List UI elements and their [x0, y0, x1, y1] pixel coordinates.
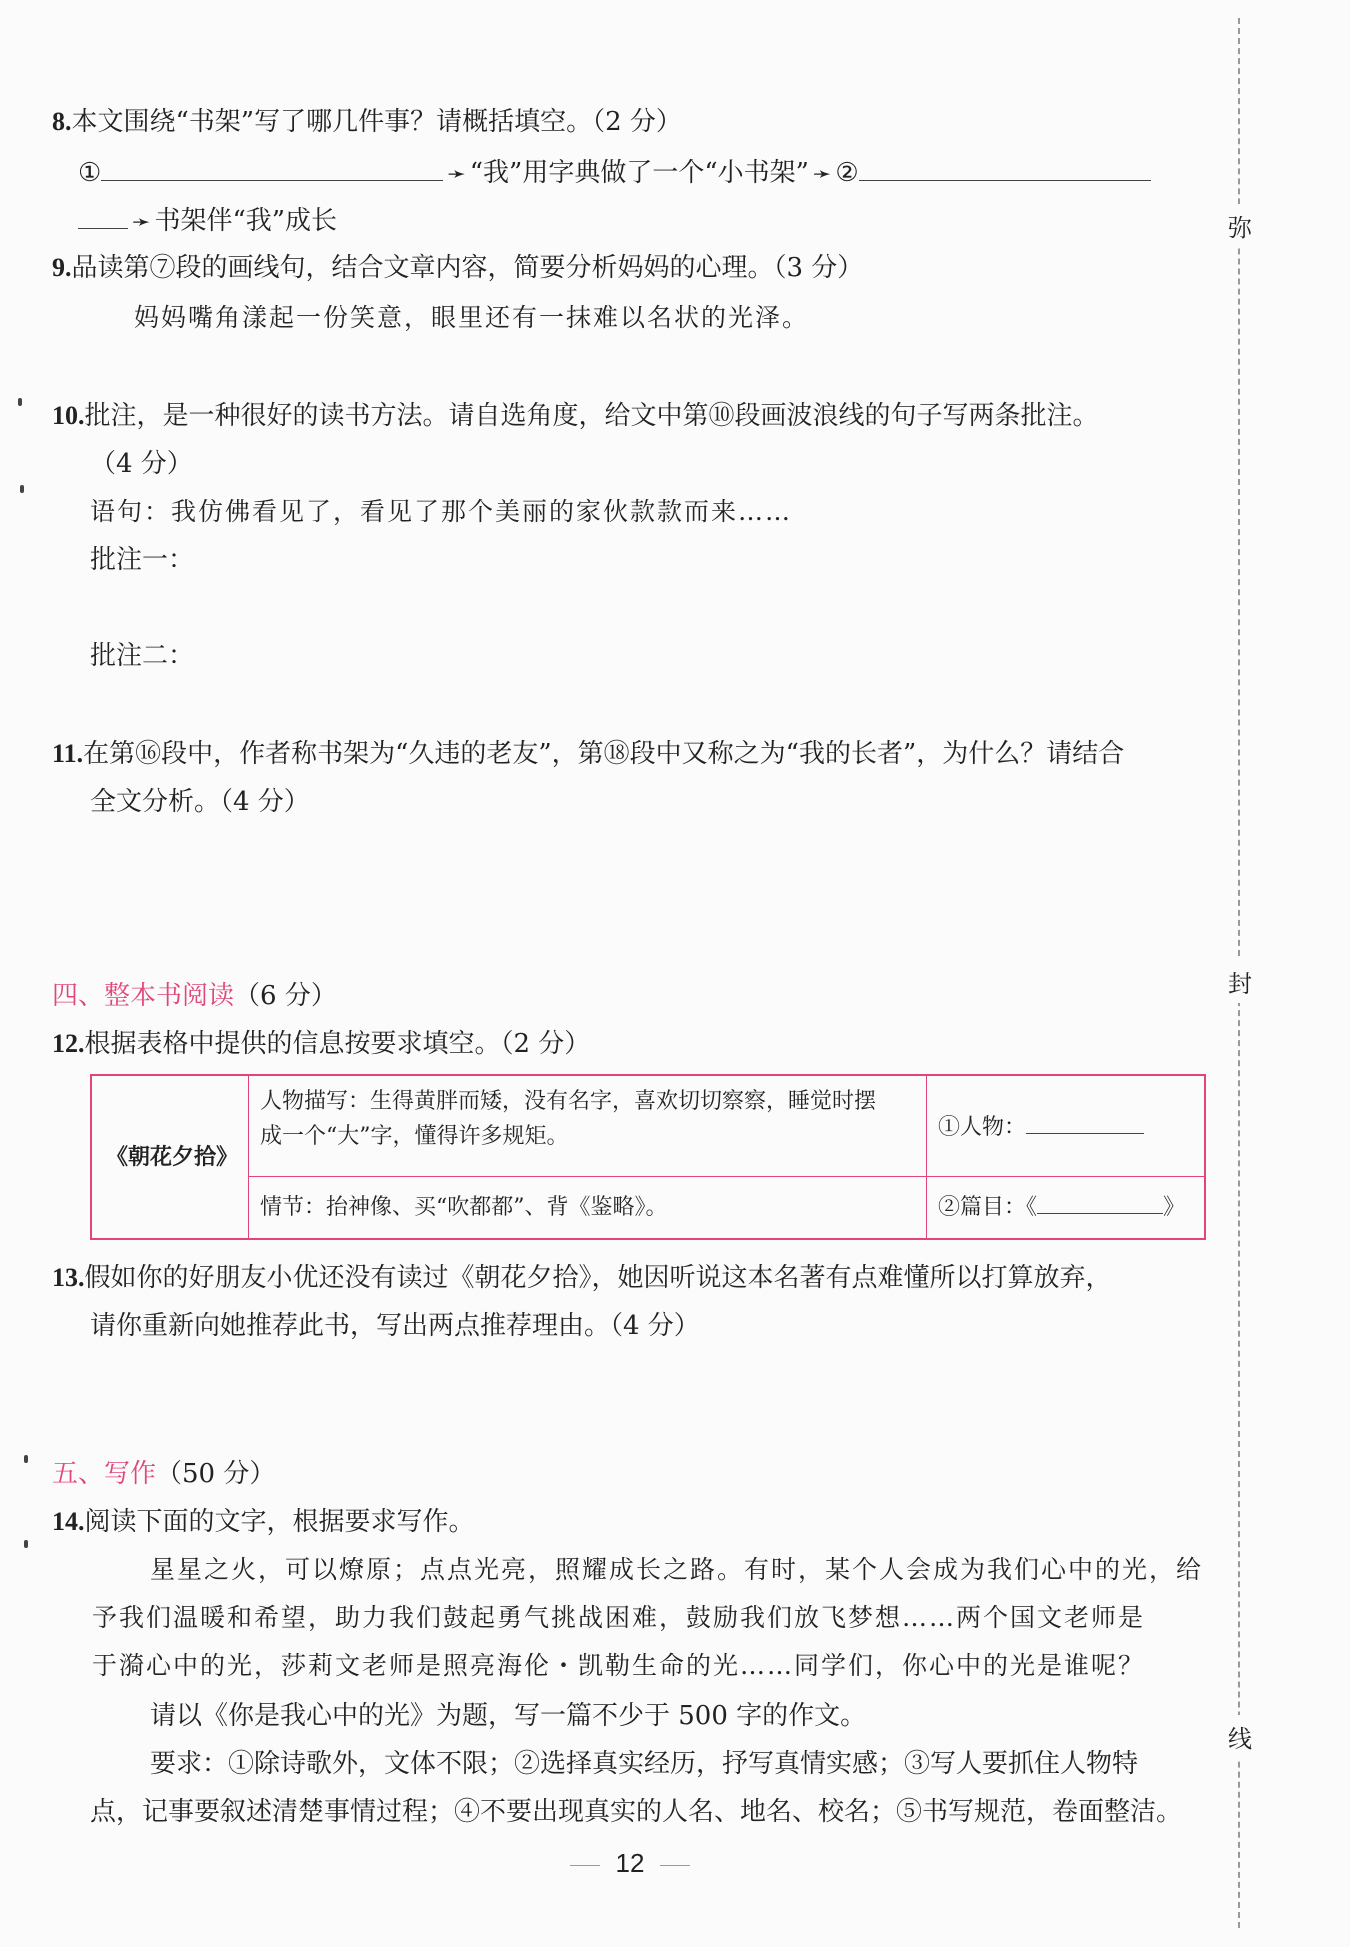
section-score: （6 分）	[234, 981, 337, 1011]
section-score: （50 分）	[156, 1459, 276, 1489]
question-8-blanks	[78, 156, 1151, 190]
table-divider	[248, 1076, 249, 1238]
arrow-icon: ➛	[447, 162, 466, 187]
question-number: 8.	[52, 107, 72, 136]
writing-task: 请以《你是我心中的光》为题，写一篇不少于 500 字的作文。	[150, 1701, 867, 1731]
question-number: 12.	[52, 1029, 85, 1058]
question-text: 在第⑯段中，作者称书架为“久违的老友”，第⑱段中又称之为“我的长者”，为什么？请结合	[83, 739, 1125, 769]
question-10-score: （4 分）	[90, 449, 193, 479]
event-middle: “我”用字典做了一个“小书架”	[469, 158, 809, 188]
table-plot: 情节：抬神像、买“吹都都”、背《鉴略》。	[260, 1195, 668, 1220]
scan-mark	[20, 485, 24, 493]
question-9-quote: 妈妈嘴角漾起一份笑意，眼里还有一抹难以名状的光泽。	[134, 303, 810, 332]
info-table	[90, 1074, 1206, 1240]
page-number-dash	[570, 1865, 600, 1866]
question-text: 根据表格中提供的信息按要求填空。（2 分）	[84, 1029, 591, 1059]
section-title: 五、写作	[52, 1459, 157, 1489]
blank-marker-1: ①	[78, 158, 102, 188]
writing-requirements-1: 要求：①除诗歌外，文体不限；②选择真实经历，抒写真情实感；③写人要抓住人物特	[150, 1749, 1139, 1779]
answer-label: ②篇目：《	[938, 1195, 1038, 1220]
table-answer-2	[938, 1190, 1185, 1225]
question-number: 13.	[52, 1263, 85, 1292]
table-char-desc	[260, 1084, 876, 1154]
table-book-title: 《朝花夕拾》	[106, 1144, 239, 1170]
question-8-end	[78, 204, 337, 238]
question-number: 14.	[52, 1507, 85, 1536]
question-text: 假如你的好朋友小优还没有读过《朝花夕拾》，她因听说这本名著有点难懂所以打算放弃，	[84, 1263, 1112, 1293]
question-11-line2: 全文分析。（4 分）	[90, 787, 310, 817]
prompt-line-1: 星星之火，可以燎原；点点光亮，照耀成长之路。有时，某个人会成为我们心中的光，给	[150, 1555, 1204, 1584]
arrow-icon: ➛	[812, 162, 832, 187]
prompt-line-2: 予我们温暖和希望，助力我们鼓起勇气挑战困难，鼓励我们放飞梦想……两个国文老师是	[92, 1603, 1146, 1632]
section-5-heading	[52, 1458, 275, 1491]
question-8	[52, 106, 682, 139]
question-text: 阅读下面的文字，根据要求写作。	[84, 1507, 475, 1537]
binding-char-xian: 线	[1228, 1715, 1252, 1758]
writing-requirements-2: 点，记事要叙述清楚事情过程；④不要出现真实的人名、地名、校名；⑤书写规范，卷面整洁。	[90, 1797, 1183, 1827]
question-text: 本文围绕“书架”写了哪几件事？请概括填空。（2 分）	[71, 107, 682, 137]
annotation-1-label: 批注一：	[90, 545, 195, 575]
table-desc-line: 成一个“大”字，懂得许多规矩。	[260, 1124, 569, 1150]
question-10-sentence: 语句：我仿佛看见了，看见了那个美丽的家伙款款而来……	[90, 497, 793, 526]
question-13	[52, 1262, 1112, 1295]
binding-char-mi: 弥	[1228, 204, 1252, 247]
question-11	[52, 738, 1124, 771]
section-title: 四、整本书阅读	[52, 981, 235, 1011]
question-text: 品读第⑦段的画线句，结合文章内容，简要分析妈妈的心理。（3 分）	[71, 253, 864, 283]
question-12	[52, 1028, 590, 1061]
character-blank[interactable]	[1026, 1113, 1144, 1134]
answer-label: ①人物：	[938, 1115, 1027, 1140]
scan-mark	[24, 1540, 28, 1548]
answer-label-close: 》	[1163, 1195, 1186, 1220]
blank-marker-2: ②	[835, 158, 859, 188]
question-14	[52, 1506, 475, 1539]
scan-mark	[24, 1455, 28, 1463]
answer-blank-1[interactable]	[101, 156, 443, 181]
page-number	[0, 1848, 1260, 1879]
question-9	[52, 252, 863, 285]
page-number-value: 12	[615, 1848, 645, 1878]
binding-char-feng: 封	[1228, 960, 1252, 1003]
question-13-line2: 请你重新向她推荐此书，写出两点推荐理由。（4 分）	[90, 1311, 700, 1341]
table-divider	[248, 1176, 1204, 1177]
table-desc-line: 人物描写：生得黄胖而矮，没有名字，喜欢切切察察，睡觉时摆	[260, 1089, 877, 1114]
question-text: 批注，是一种很好的读书方法。请自选角度，给文中第⑩段画波浪线的句子写两条批注。	[84, 401, 1099, 431]
question-number: 9.	[52, 253, 72, 282]
answer-blank-2-cont[interactable]	[78, 204, 128, 229]
event-end: 书架伴“我”成长	[154, 206, 338, 236]
table-divider	[926, 1076, 927, 1238]
question-number: 10.	[52, 401, 85, 430]
prompt-line-3: 于漪心中的光，莎莉文老师是照亮海伦・凯勒生命的光……同学们，你心中的光是谁呢？	[92, 1651, 1146, 1680]
question-10	[52, 400, 1099, 433]
table-answer-1	[938, 1110, 1144, 1145]
arrow-icon: ➛	[132, 210, 151, 235]
section-4-heading	[52, 980, 337, 1013]
page-number-dash	[660, 1865, 690, 1866]
chapter-blank[interactable]	[1037, 1193, 1163, 1214]
answer-blank-2[interactable]	[859, 156, 1151, 181]
question-number: 11.	[52, 739, 84, 768]
scan-mark	[18, 398, 22, 406]
annotation-2-label: 批注二：	[90, 641, 195, 671]
